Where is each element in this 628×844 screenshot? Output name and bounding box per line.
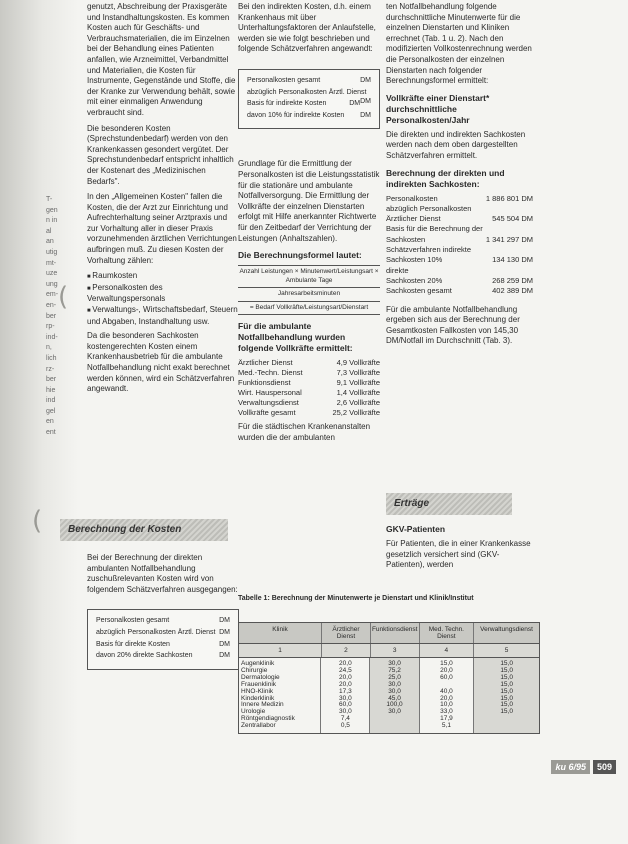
cost-label: Sachkosten: [386, 234, 426, 244]
clinic-name: Dermatologie: [241, 673, 280, 681]
edge-word: rp-: [46, 323, 55, 331]
box-label: Personalkosten gesamt: [247, 76, 321, 84]
edge-word: ber: [46, 312, 57, 320]
column-header: Funktionsdienst: [370, 623, 419, 643]
page-footer: [551, 760, 616, 774]
cost-row: [386, 204, 533, 214]
estimate-box-indirect: [238, 69, 380, 129]
edge-word: T-: [46, 196, 53, 203]
staff-value: 9,1 Vollkräfte: [336, 378, 380, 388]
section-heading: Die Berechnungsformel lautet:: [238, 250, 362, 261]
box-line: [96, 640, 230, 650]
minute-value: 20,0: [440, 694, 453, 702]
staff-value: 25,2 Vollkräfte: [332, 408, 380, 418]
estimate-box-direct: [87, 609, 239, 669]
paragraph: Für die städtischen Krankenanstalten wurden die der ambulanten: [238, 422, 371, 442]
clinic-name: Röntgendiagnostik: [241, 715, 295, 723]
box-label: abzüglich Personalkosten Ärztl. Dienst: [96, 628, 216, 636]
clinic-name: Urologie: [241, 708, 266, 716]
clinic-name: Augenklinik: [241, 660, 275, 667]
column-index: 1: [278, 647, 282, 654]
edge-word: em-: [46, 291, 59, 299]
edge-word: ind: [46, 397, 56, 405]
edge-word: gel: [46, 407, 56, 415]
table-column-arzt: [320, 658, 369, 733]
cost-row: [386, 194, 533, 204]
box-unit: DM: [360, 76, 371, 84]
table-column-funktion: [369, 658, 418, 733]
minute-value: 25,0: [388, 673, 401, 681]
edge-word: rz-: [46, 365, 55, 373]
minute-value: 30,0: [339, 694, 352, 702]
table-header-row: [239, 623, 539, 644]
paragraph: Die direkten und indirekten Sachkosten werden nach dem oben dargestellten Schätzverfahren ermittelt.: [386, 129, 526, 160]
box-line: [247, 99, 371, 109]
box-label: davon 20% direkte Sachkosten: [96, 652, 193, 660]
cost-label: direkte: [386, 265, 409, 275]
box-unit: DM: [219, 617, 230, 625]
staff-label: Med.-Techn. Dienst: [238, 368, 303, 378]
cost-row: [386, 235, 533, 245]
minute-value: 24,5: [339, 666, 352, 674]
minute-value: 17,3: [339, 687, 352, 695]
table-caption: Tabelle 1: Berechnung der Minutenwerte je Dienstart und Klinik/Institut: [238, 595, 474, 602]
clinic-name: HNO-Klinik: [241, 687, 274, 695]
column-header: Ärztlicher Dienst: [321, 623, 370, 643]
column-index: 4: [419, 644, 473, 657]
minute-value: 15,0: [500, 687, 513, 695]
cost-breakdown: [386, 194, 533, 297]
paragraph: genutzt, Abschreibung der Praxisgeräte und Instandhaltungskosten. Es kommen Kosten auch für Geschäfts- und Verbrauchsmaterialien, die im Einzelnen bei der Behandlung eines Patienten anfallen, wie Arzneimittel, Verbandmittel und Materialien, die Kosten für Instrumente, Gegenstände und Stoffe, die der Kranke zur Verwendung behält, sowie mit einer einmaligen Anwendung verbraucht sind.: [87, 2, 236, 117]
paragraph: Für Patienten, die in einer Krankenkasse gesetzlich versichert sind (GKV-Patienten), werden: [386, 539, 531, 570]
column-2: [238, 2, 380, 448]
minute-value: 45,0: [388, 694, 401, 702]
staff-row: [238, 358, 380, 368]
box-line: [247, 111, 371, 121]
minute-value: 30,0: [388, 687, 401, 695]
minute-value: [476, 723, 537, 730]
edge-word: utig: [46, 248, 58, 256]
paragraph: Grundlage für die Ermittlung der Personalkosten ist die Leistungsstatistik für die stationäre und ambulante Notfallversorgung. Die Ermittlung der Vollkräfte der einzelnen Dienstarten erfolgt mit Hilfe anerkannter Richtwerte für den Zeitbedarf der Verrichtung der Leistungen (Anhaltszahlen).: [238, 159, 380, 243]
edge-word: al: [46, 227, 52, 235]
box-label: davon 10% für indirekte Kosten: [247, 111, 345, 119]
cost-label: Personalkosten: [386, 193, 438, 203]
cost-value: 545 504 DM: [492, 214, 533, 224]
box-unit: DM: [349, 100, 361, 108]
paragraph: Da die besonderen Sachkosten kostengerechten Kosten einem Krankenhausbetrieb für die ambulante Notfallbehandlung nicht exakt berechnet werden können, wird ein Schätzverfahren angewandt.: [87, 331, 235, 394]
bullet-item: ■ Verwaltungs-, Wirtschaftsbedarf, Steuern und Abgaben, Instandhaltung usw.: [87, 305, 239, 327]
section-banner: Erträge: [386, 493, 512, 515]
box-line: [96, 616, 230, 626]
staff-row: [238, 398, 380, 408]
staff-value: 4,9 Vollkräfte: [336, 358, 380, 368]
paragraph: Bei den indirekten Kosten, d.h. einem Krankenhaus mit über Unterhaltungsfaktoren der Anlaufstelle, werden sie wie folgt beschrieben und folgende Schätzverfahren angewandt:: [238, 2, 376, 54]
edge-word: ent: [46, 429, 56, 437]
paragraph: In den „Allgemeinen Kosten" fallen die Kosten, die der Arzt zur Einrichtung und Aufrechterhaltung seiner Arztpraxis und zur Vorhaltung aller in dieser Praxis vorzunehmenden ärztlichen Verrichtungen aufbringen muß. Zu diesen Kosten der Vorhaltung zählen:: [87, 192, 237, 265]
bullet-list: [87, 271, 239, 327]
minute-value: 75,2: [388, 666, 401, 674]
edge-word: uze: [46, 270, 58, 278]
minute-value: 33,0: [440, 708, 453, 716]
cost-row: [386, 255, 533, 265]
clinic-name: Frauenklinik: [241, 680, 277, 688]
table-column-medtech: [419, 658, 474, 733]
bullet-item: ■ Raumkosten: [87, 271, 239, 283]
staff-value: 2,6 Vollkräfte: [336, 398, 380, 408]
minute-value: 15,0: [500, 666, 513, 674]
cost-label: Sachkosten gesamt: [386, 286, 452, 296]
cost-label: Sachkosten 20%: [386, 275, 443, 285]
minute-value: 15,0: [500, 701, 513, 709]
edge-word: mt-: [46, 259, 57, 267]
clinic-name: Zentrallabor: [241, 722, 276, 730]
cost-value: 1 341 297 DM: [485, 234, 533, 244]
minute-value: 20,0: [339, 680, 352, 688]
page-number: 509: [593, 760, 616, 774]
edge-word: hie: [46, 386, 56, 394]
minute-value: 0,5: [340, 722, 350, 730]
column-1: [87, 2, 239, 400]
cost-label: abzüglich Personalkosten: [386, 203, 472, 213]
box-unit: DM: [219, 652, 230, 660]
box-label: Basis für indirekte Kosten: [247, 100, 327, 108]
section-banner: Berechnung der Kosten: [60, 519, 228, 541]
column-index: 5: [473, 644, 539, 657]
column-1-lower: [87, 553, 239, 670]
column-3: [386, 2, 533, 352]
section-heading: Für die ambulante Notfallbehandlung wurden folgende Vollkräfte ermittelt:: [238, 321, 353, 354]
section-heading: Vollkräfte einer Dienstart* durchschnittliche Personalkosten/Jahr: [386, 92, 490, 125]
staff-label: Ärztlicher Dienst: [238, 358, 293, 368]
box-label: abzüglich Personalkosten Ärztl. Dienst: [247, 88, 367, 96]
edge-word: ung: [46, 280, 58, 288]
staff-row: [238, 388, 380, 398]
section-heading: GKV-Patienten: [386, 524, 446, 534]
clinic-name: Kinderklinik: [241, 694, 275, 702]
edge-word: en-: [46, 301, 57, 309]
box-line: [96, 628, 230, 638]
cost-label: Basis für die Berechnung der: [386, 224, 483, 234]
minute-value: 40,0: [440, 687, 453, 695]
box-unit: DM: [219, 640, 230, 648]
staff-list: [238, 358, 380, 418]
column-3-lower: [386, 524, 533, 576]
table-column-verwaltung: [473, 658, 539, 733]
staff-label: Verwaltungsdienst: [238, 398, 299, 408]
minute-value: 15,0: [500, 660, 513, 667]
minute-value: 20,0: [339, 673, 352, 681]
minute-value: 20,0: [339, 660, 352, 667]
cost-row: [386, 286, 533, 296]
binder-ring-mark: (: [58, 282, 69, 312]
box-line: [247, 76, 371, 86]
box-unit: DM: [219, 628, 230, 636]
paragraph: Bei der Berechnung der direkten ambulanten Notfallbehandlung zuschußrelevanten Kosten wird von folgendem Schätzverfahren ausgegangen:: [87, 553, 238, 594]
cost-label: Schätzverfahren indirekte: [386, 245, 472, 255]
staff-label: Wirt. Hauspersonal: [238, 388, 302, 398]
staff-row: [238, 408, 380, 418]
staff-value: 7,3 Vollkräfte: [336, 368, 380, 378]
paragraph: ten Notfallbehandlung folgende durchschnittliche Minutenwerte für die einzelnen Dienstarten und Kliniken errechnet (Tab. 1 u. 2). Nach den modifizierten Vollkostenrechnung werden die Personalkosten der einzelnen Dienstarten nach folgender Berechnungsformel ermittelt:: [386, 2, 532, 86]
column-index: 2: [321, 644, 370, 657]
cost-row: [386, 224, 533, 234]
edge-word: en: [46, 418, 54, 426]
table-body: [239, 658, 539, 733]
cost-value: 1 886 801 DM: [485, 193, 533, 203]
cost-label: Ärztlicher Dienst: [386, 214, 441, 224]
cost-row: [386, 245, 533, 255]
edge-word: n in: [46, 217, 58, 225]
minute-value: 30,0: [388, 660, 401, 667]
formula-result: = Bedarf Vollkräfte/Leistungsart/Dienstart: [249, 303, 369, 311]
minute-value: 15,0: [500, 673, 513, 681]
formula-numerator: Anzahl Leistungen × Minutenwert/Leistungsart × Ambulante Tage: [239, 268, 379, 284]
paragraph: Die besonderen Kosten (Sprechstundenbedarf) werden von den Krankenkassen gesondert vergütet. Der Sprechstundenbedarf entspricht inhaltlich der Kostenart des „Medizinischen Bedarfs".: [87, 123, 234, 186]
minute-value: [372, 716, 416, 723]
edge-word: ber: [46, 376, 57, 384]
issue-label: ku 6/95: [551, 760, 590, 774]
formula: [238, 265, 380, 315]
cost-row: [386, 266, 533, 276]
column-header: Med. Techn. Dienst: [419, 623, 473, 643]
clinic-name: Innere Medizin: [241, 701, 284, 709]
edge-word: gen: [46, 206, 58, 214]
minute-value: 10,0: [440, 701, 453, 709]
cost-value: 268 259 DM: [492, 275, 533, 285]
minute-value: 60,0: [339, 701, 352, 709]
formula-denominator: Jahresarbeitsminuten: [238, 287, 380, 302]
staff-label: Vollkräfte gesamt: [238, 408, 296, 418]
minute-value: 30,0: [388, 680, 401, 688]
box-unit: DM: [360, 111, 371, 119]
minute-value: 30,0: [388, 708, 401, 716]
box-line: [96, 651, 230, 661]
paragraph: Für die ambulante Notfallbehandlung ergeben sich aus der Berechnung der Gesamtkosten Fallkosten von 145,30 DM/Notfall im Durchschnitt (Tab. 3).: [386, 304, 520, 346]
clinic-name: Chirurgie: [241, 666, 268, 674]
cost-row: [386, 276, 533, 286]
previous-page-edge-text: [46, 195, 76, 439]
column-header: Klinik: [272, 626, 288, 633]
box-label: Personalkosten gesamt: [96, 617, 170, 625]
box-unit: DM: [360, 98, 371, 106]
minute-value: 15,0: [500, 708, 513, 716]
binder-ring-mark: (: [32, 506, 43, 536]
minute-value: 17,9: [440, 715, 453, 723]
edge-word: an: [46, 238, 54, 246]
column-header: Verwaltungsdienst: [473, 623, 539, 643]
cost-label: Sachkosten 10%: [386, 255, 443, 265]
section-heading: Berechnung der direkten und indirekten Sachkosten:: [386, 167, 505, 189]
column-index: 3: [370, 644, 419, 657]
minute-value: 20,0: [440, 666, 453, 674]
table-index-row: [239, 644, 539, 658]
minute-value: [476, 716, 537, 723]
minute-value: 60,0: [440, 673, 453, 681]
minute-value: [372, 723, 416, 730]
minute-value: 7,4: [340, 715, 350, 723]
minute-value: 15,0: [500, 680, 513, 688]
edge-word: n,: [46, 344, 52, 352]
cost-row: [386, 214, 533, 224]
cost-value: 402 389 DM: [492, 286, 533, 296]
bullet-item: ■ Personalkosten des Verwaltungspersonals: [87, 283, 239, 305]
staff-value: 1,4 Vollkräfte: [336, 388, 380, 398]
edge-word: lich: [46, 354, 57, 362]
minute-value: 5,1: [441, 722, 451, 730]
minute-value: 30,0: [339, 708, 352, 716]
box-label: Basis für direkte Kosten: [96, 640, 170, 648]
minute-value: 100,0: [386, 701, 403, 709]
edge-word: ind-: [46, 333, 58, 341]
minute-value: 15,0: [500, 694, 513, 702]
staff-row: [238, 378, 380, 388]
minute-value: 15,0: [440, 660, 453, 667]
table-column-clinic: [239, 658, 320, 733]
cost-value: 134 130 DM: [492, 255, 533, 265]
minute-values-table: [238, 622, 540, 734]
staff-row: [238, 368, 380, 378]
staff-label: Funktionsdienst: [238, 378, 291, 388]
